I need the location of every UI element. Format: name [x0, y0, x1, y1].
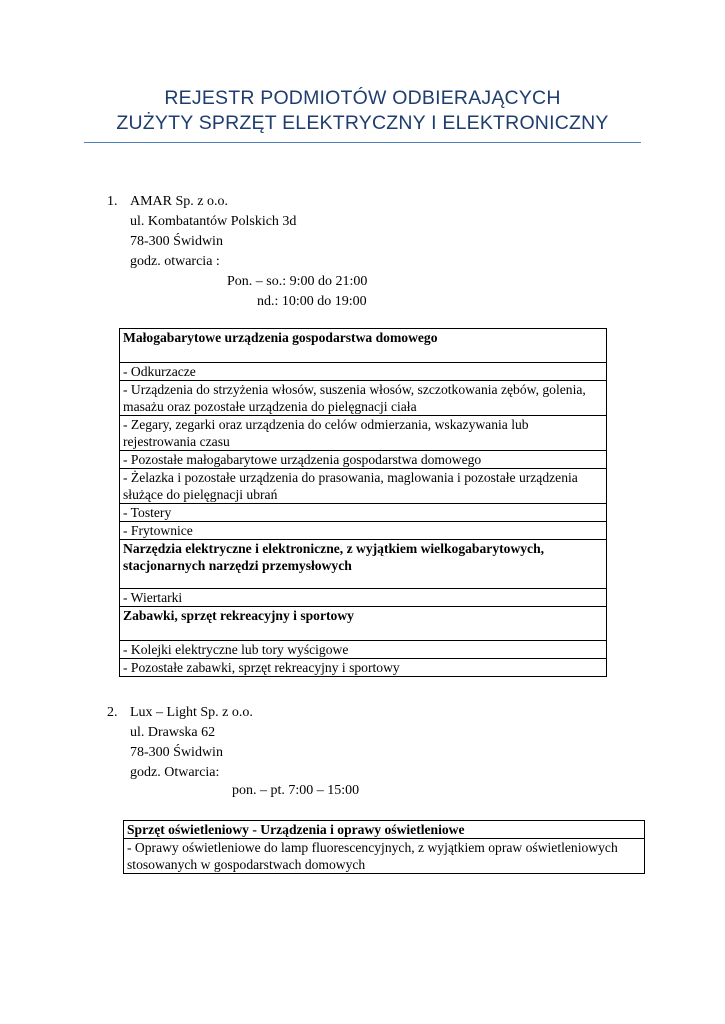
table-cell: Sprzęt oświetleniowy - Urządzenia i oprawy oświetleniowe — [124, 821, 645, 839]
table-cell: - Pozostałe małogabarytowe urządzenia gospodarstwa domowego — [120, 451, 607, 469]
table-cell: - Pozostałe zabawki, sprzęt rekreacyjny i sportowy — [120, 659, 607, 677]
entry-hours-label: godz. Otwarcia: — [130, 765, 220, 780]
entry-number: 2. — [107, 705, 118, 720]
table-cell: - Zegary, zegarki oraz urządzenia do celów odmierzania, wskazywania lub rejestrowania czasu — [120, 416, 607, 451]
category-table-2 — [123, 820, 645, 874]
entry-hours-line: pon. – pt. 7:00 – 15:00 — [232, 783, 360, 798]
title-underline — [84, 142, 641, 143]
entry-name: Lux – Light Sp. z o.o. — [130, 705, 253, 720]
entry-city: 78-300 Świdwin — [130, 234, 223, 249]
table-cell: - Odkurzacze — [120, 363, 607, 381]
table-cell: Zabawki, sprzęt rekreacyjny i sportowy — [120, 607, 607, 641]
entry-hours-line: nd.: 10:00 do 19:00 — [257, 294, 367, 309]
title-line-1: REJESTR PODMIOTÓW ODBIERAJĄCYCH — [164, 87, 561, 109]
document-title — [0, 86, 725, 136]
entry-hours-label: godz. otwarcia : — [130, 254, 220, 269]
table-cell: - Oprawy oświetleniowe do lamp fluorescencyjnych, z wyjątkiem opraw oświetleniowych stosowanych w gospodarstwach domowych — [124, 839, 645, 874]
table-cell: - Wiertarki — [120, 589, 607, 607]
entry-hours-line: Pon. – so.: 9:00 do 21:00 — [227, 274, 368, 289]
table-cell: Małogabarytowe urządzenia gospodarstwa domowego — [120, 329, 607, 363]
entry-city: 78-300 Świdwin — [130, 745, 223, 760]
entry-street: ul. Kombatantów Polskich 3d — [130, 214, 297, 229]
table-cell: - Kolejki elektryczne lub tory wyścigowe — [120, 641, 607, 659]
table-cell: - Tostery — [120, 504, 607, 522]
entry-number: 1. — [107, 194, 118, 209]
category-table-1 — [119, 328, 607, 677]
entry-name: AMAR Sp. z o.o. — [130, 194, 229, 209]
table-cell: - Urządzenia do strzyżenia włosów, suszenia włosów, szczotkowania zębów, golenia, masażu oraz pozostałe urządzenia do pielęgnacji ciała — [120, 381, 607, 416]
title-line-2: ZUŻYTY SPRZĘT ELEKTRYCZNY I ELEKTRONICZNY — [116, 112, 609, 134]
table-cell: - Żelazka i pozostałe urządzenia do prasowania, maglowania i pozostałe urządzenia służące do pielęgnacji ubrań — [120, 469, 607, 504]
table-cell: - Frytownice — [120, 522, 607, 540]
entry-street: ul. Drawska 62 — [130, 725, 216, 740]
table-cell: Narzędzia elektryczne i elektroniczne, z wyjątkiem wielkogabarytowych, stacjonarnych narzędzi przemysłowych — [120, 540, 607, 589]
